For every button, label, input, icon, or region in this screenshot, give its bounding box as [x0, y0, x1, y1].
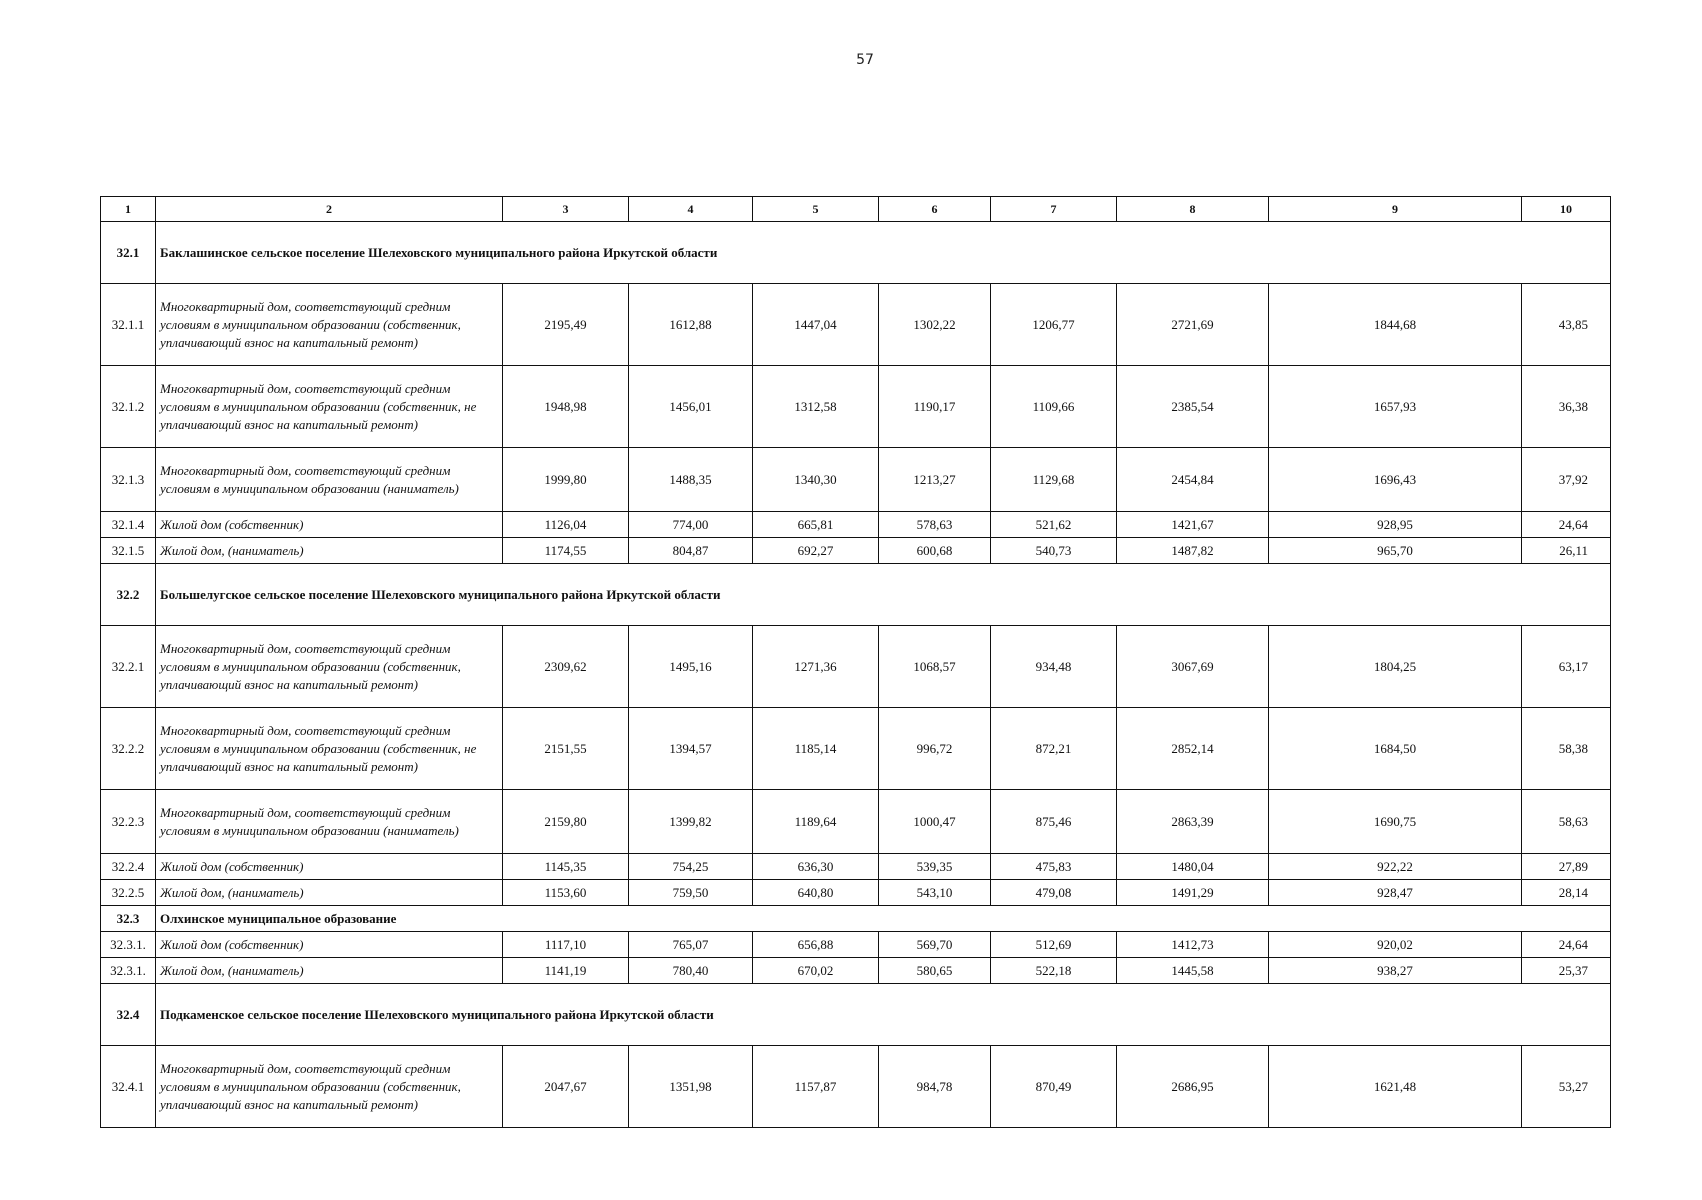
value-cell: 965,70 [1269, 538, 1522, 564]
page-number: 57 [856, 52, 874, 68]
value-cell: 934,48 [991, 626, 1117, 708]
col-header: 10 [1522, 197, 1611, 222]
row-name: Жилой дом, (наниматель) [156, 538, 503, 564]
table-row [101, 626, 1611, 708]
value-cell: 2721,69 [1117, 284, 1269, 366]
value-cell: 27,89 [1522, 854, 1611, 880]
table-row [101, 932, 1611, 958]
table-row [101, 708, 1611, 790]
table-row [101, 448, 1611, 512]
value-cell: 1491,29 [1117, 880, 1269, 906]
value-cell: 58,63 [1522, 790, 1611, 854]
value-cell: 28,14 [1522, 880, 1611, 906]
row-name: Многоквартирный дом, соответствующий средним условиям в муниципальном образовании (собственник, уплачивающий взнос на капитальный ремонт) [156, 626, 503, 708]
value-cell: 24,64 [1522, 512, 1611, 538]
value-cell: 2852,14 [1117, 708, 1269, 790]
value-cell: 670,02 [753, 958, 879, 984]
value-cell: 1612,88 [629, 284, 753, 366]
value-cell: 870,49 [991, 1046, 1117, 1128]
value-cell: 58,38 [1522, 708, 1611, 790]
table-row [101, 958, 1611, 984]
row-name: Многоквартирный дом, соответствующий средним условиям в муниципальном образовании (собственник, не уплачивающий взнос на капитальный ремонт) [156, 708, 503, 790]
value-cell: 53,27 [1522, 1046, 1611, 1128]
value-cell: 512,69 [991, 932, 1117, 958]
value-cell: 25,37 [1522, 958, 1611, 984]
value-cell: 1412,73 [1117, 932, 1269, 958]
row-name: Многоквартирный дом, соответствующий средним условиям в муниципальном образовании (наниматель) [156, 790, 503, 854]
value-cell: 1421,67 [1117, 512, 1269, 538]
value-cell: 539,35 [879, 854, 991, 880]
value-cell: 1129,68 [991, 448, 1117, 512]
row-code: 32.2.5 [101, 880, 156, 906]
row-code: 32.1.3 [101, 448, 156, 512]
value-cell: 1690,75 [1269, 790, 1522, 854]
section-title: Большелугское сельское поселение Шелеховского муниципального района Иркутской области [156, 564, 1611, 626]
row-name: Многоквартирный дом, соответствующий средним условиям в муниципальном образовании (собственник, уплачивающий взнос на капитальный ремонт) [156, 1046, 503, 1128]
value-cell: 1445,58 [1117, 958, 1269, 984]
value-cell: 2159,80 [503, 790, 629, 854]
value-cell: 780,40 [629, 958, 753, 984]
value-cell: 26,11 [1522, 538, 1611, 564]
value-cell: 1844,68 [1269, 284, 1522, 366]
table-row [101, 880, 1611, 906]
value-cell: 1621,48 [1269, 1046, 1522, 1128]
value-cell: 2385,54 [1117, 366, 1269, 448]
value-cell: 1302,22 [879, 284, 991, 366]
value-cell: 774,00 [629, 512, 753, 538]
col-header: 3 [503, 197, 629, 222]
section-title: Баклашинское сельское поселение Шелеховского муниципального района Иркутской области [156, 222, 1611, 284]
value-cell: 2151,55 [503, 708, 629, 790]
table-row [101, 284, 1611, 366]
col-header: 8 [1117, 197, 1269, 222]
value-cell: 1394,57 [629, 708, 753, 790]
row-name: Жилой дом (собственник) [156, 512, 503, 538]
value-cell: 1696,43 [1269, 448, 1522, 512]
value-cell: 754,25 [629, 854, 753, 880]
value-cell: 543,10 [879, 880, 991, 906]
col-header: 6 [879, 197, 991, 222]
table-row [101, 854, 1611, 880]
value-cell: 2863,39 [1117, 790, 1269, 854]
value-cell: 1495,16 [629, 626, 753, 708]
value-cell: 928,95 [1269, 512, 1522, 538]
value-cell: 1206,77 [991, 284, 1117, 366]
section-code: 32.1 [101, 222, 156, 284]
value-cell: 1141,19 [503, 958, 629, 984]
value-cell: 922,22 [1269, 854, 1522, 880]
value-cell: 1948,98 [503, 366, 629, 448]
value-cell: 1000,47 [879, 790, 991, 854]
value-cell: 1488,35 [629, 448, 753, 512]
value-cell: 759,50 [629, 880, 753, 906]
value-cell: 2195,49 [503, 284, 629, 366]
value-cell: 1480,04 [1117, 854, 1269, 880]
row-code: 32.2.4 [101, 854, 156, 880]
header-row [101, 197, 1611, 222]
value-cell: 1447,04 [753, 284, 879, 366]
table-row [101, 366, 1611, 448]
section-row [101, 564, 1611, 626]
row-code: 32.2.2 [101, 708, 156, 790]
section-title: Олхинское муниципальное образование [156, 906, 1611, 932]
value-cell: 580,65 [879, 958, 991, 984]
row-code: 32.1.1 [101, 284, 156, 366]
value-cell: 43,85 [1522, 284, 1611, 366]
section-row [101, 906, 1611, 932]
value-cell: 1174,55 [503, 538, 629, 564]
table-row [101, 512, 1611, 538]
section-title: Подкаменское сельское поселение Шелеховского муниципального района Иркутской области [156, 984, 1611, 1046]
value-cell: 475,83 [991, 854, 1117, 880]
value-cell: 920,02 [1269, 932, 1522, 958]
row-code: 32.1.4 [101, 512, 156, 538]
value-cell: 521,62 [991, 512, 1117, 538]
row-code: 32.2.3 [101, 790, 156, 854]
row-code: 32.3.1. [101, 958, 156, 984]
value-cell: 1999,80 [503, 448, 629, 512]
row-name: Многоквартирный дом, соответствующий средним условиям в муниципальном образовании (наниматель) [156, 448, 503, 512]
value-cell: 1157,87 [753, 1046, 879, 1128]
value-cell: 1126,04 [503, 512, 629, 538]
value-cell: 928,47 [1269, 880, 1522, 906]
col-header: 5 [753, 197, 879, 222]
row-code: 32.1.2 [101, 366, 156, 448]
value-cell: 984,78 [879, 1046, 991, 1128]
value-cell: 1340,30 [753, 448, 879, 512]
value-cell: 692,27 [753, 538, 879, 564]
col-header: 1 [101, 197, 156, 222]
table-row [101, 1046, 1611, 1128]
value-cell: 24,64 [1522, 932, 1611, 958]
row-name: Многоквартирный дом, соответствующий средним условиям в муниципальном образовании (собственник, не уплачивающий взнос на капитальный ремонт) [156, 366, 503, 448]
section-row [101, 984, 1611, 1046]
value-cell: 656,88 [753, 932, 879, 958]
value-cell: 1185,14 [753, 708, 879, 790]
row-name: Многоквартирный дом, соответствующий средним условиям в муниципальном образовании (собственник, уплачивающий взнос на капитальный ремонт) [156, 284, 503, 366]
value-cell: 522,18 [991, 958, 1117, 984]
value-cell: 765,07 [629, 932, 753, 958]
section-code: 32.3 [101, 906, 156, 932]
value-cell: 996,72 [879, 708, 991, 790]
col-header: 7 [991, 197, 1117, 222]
col-header: 9 [1269, 197, 1522, 222]
value-cell: 1109,66 [991, 366, 1117, 448]
value-cell: 600,68 [879, 538, 991, 564]
value-cell: 875,46 [991, 790, 1117, 854]
value-cell: 1190,17 [879, 366, 991, 448]
value-cell: 1189,64 [753, 790, 879, 854]
value-cell: 804,87 [629, 538, 753, 564]
section-row [101, 222, 1611, 284]
section-code: 32.4 [101, 984, 156, 1046]
row-name: Жилой дом (собственник) [156, 854, 503, 880]
table-row [101, 538, 1611, 564]
value-cell: 1068,57 [879, 626, 991, 708]
value-cell: 1351,98 [629, 1046, 753, 1128]
value-cell: 1271,36 [753, 626, 879, 708]
value-cell: 1684,50 [1269, 708, 1522, 790]
value-cell: 1657,93 [1269, 366, 1522, 448]
value-cell: 1117,10 [503, 932, 629, 958]
row-name: Жилой дом (собственник) [156, 932, 503, 958]
section-code: 32.2 [101, 564, 156, 626]
value-cell: 540,73 [991, 538, 1117, 564]
col-header: 2 [156, 197, 503, 222]
value-cell: 2309,62 [503, 626, 629, 708]
value-cell: 479,08 [991, 880, 1117, 906]
value-cell: 2047,67 [503, 1046, 629, 1128]
row-code: 32.1.5 [101, 538, 156, 564]
value-cell: 1153,60 [503, 880, 629, 906]
value-cell: 3067,69 [1117, 626, 1269, 708]
value-cell: 37,92 [1522, 448, 1611, 512]
col-header: 4 [629, 197, 753, 222]
value-cell: 578,63 [879, 512, 991, 538]
value-cell: 938,27 [1269, 958, 1522, 984]
value-cell: 2454,84 [1117, 448, 1269, 512]
value-cell: 1213,27 [879, 448, 991, 512]
value-cell: 2686,95 [1117, 1046, 1269, 1128]
row-code: 32.4.1 [101, 1046, 156, 1128]
value-cell: 640,80 [753, 880, 879, 906]
value-cell: 1145,35 [503, 854, 629, 880]
value-cell: 1456,01 [629, 366, 753, 448]
value-cell: 1804,25 [1269, 626, 1522, 708]
value-cell: 63,17 [1522, 626, 1611, 708]
tariff-table [100, 196, 1611, 1128]
value-cell: 569,70 [879, 932, 991, 958]
value-cell: 1399,82 [629, 790, 753, 854]
row-code: 32.3.1. [101, 932, 156, 958]
row-name: Жилой дом, (наниматель) [156, 880, 503, 906]
value-cell: 1312,58 [753, 366, 879, 448]
value-cell: 636,30 [753, 854, 879, 880]
value-cell: 665,81 [753, 512, 879, 538]
table-row [101, 790, 1611, 854]
row-code: 32.2.1 [101, 626, 156, 708]
value-cell: 1487,82 [1117, 538, 1269, 564]
value-cell: 872,21 [991, 708, 1117, 790]
row-name: Жилой дом, (наниматель) [156, 958, 503, 984]
value-cell: 36,38 [1522, 366, 1611, 448]
